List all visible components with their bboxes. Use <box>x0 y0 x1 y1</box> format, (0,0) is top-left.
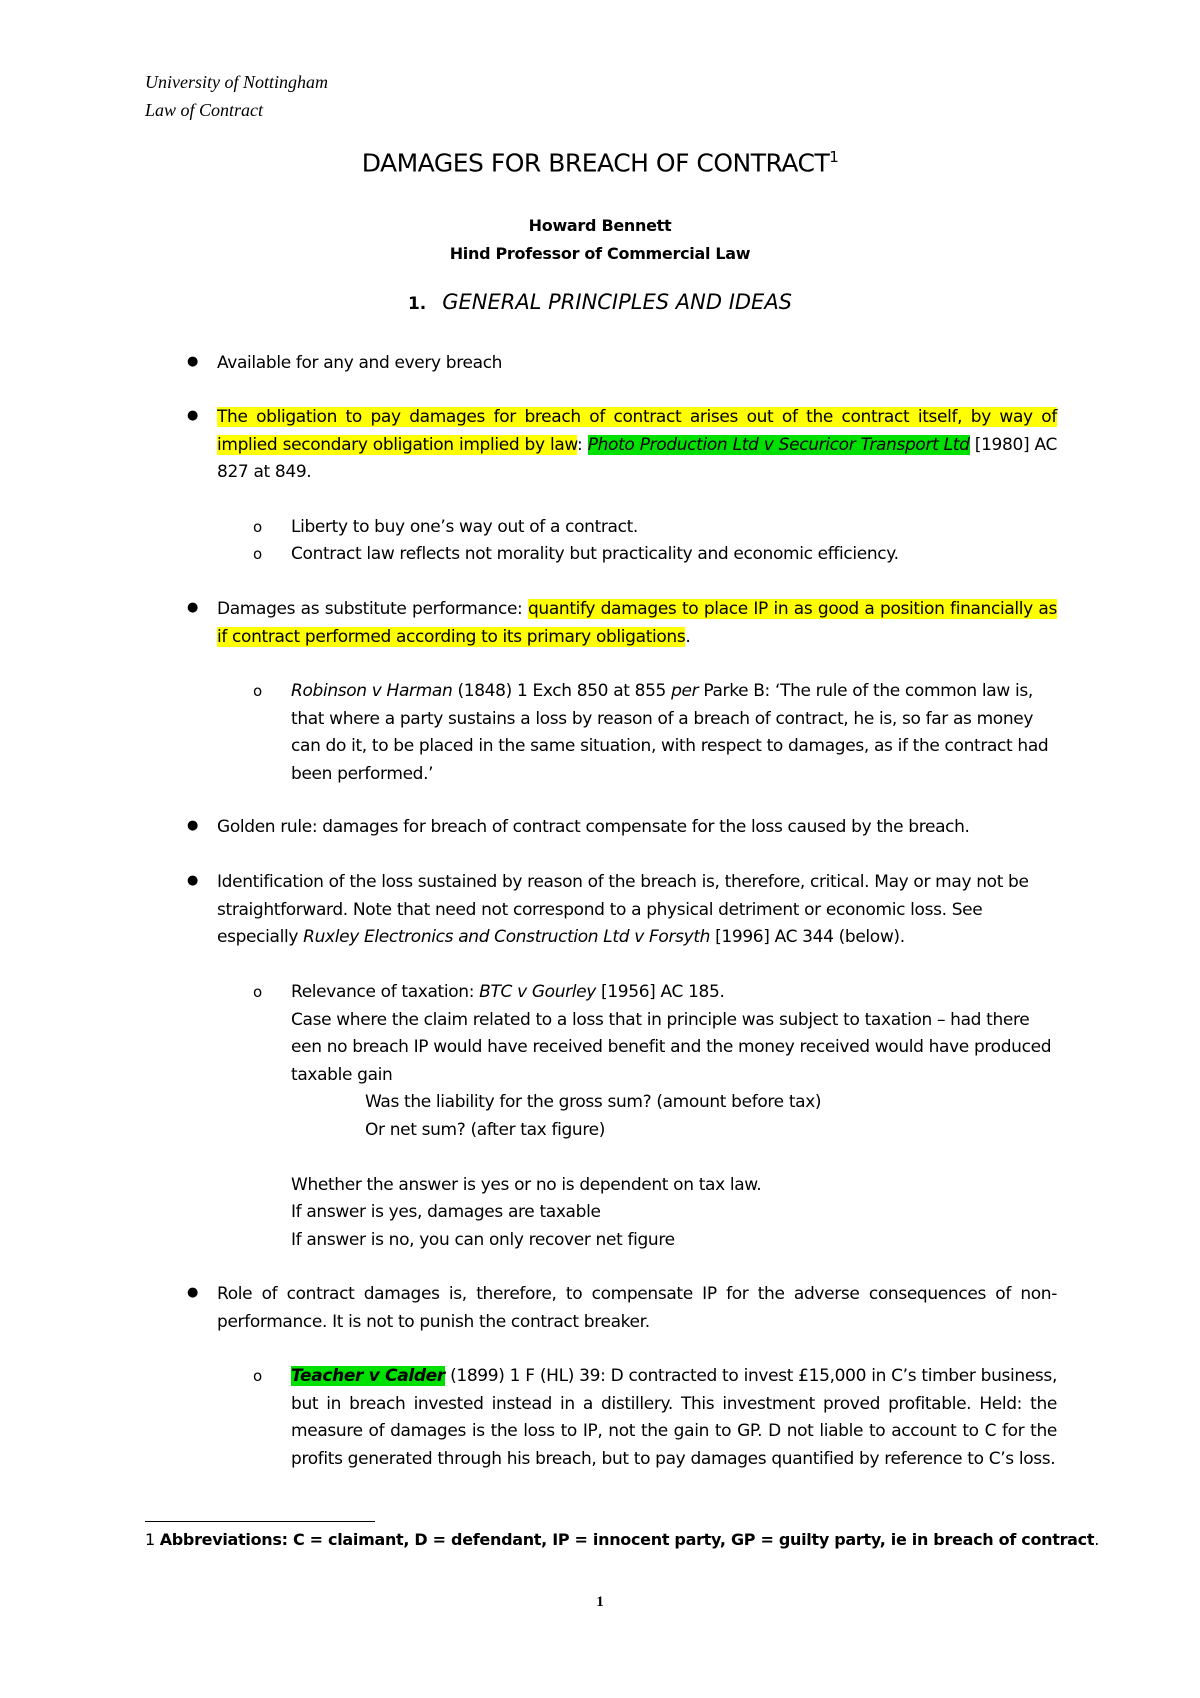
bullet-icon: ● <box>187 818 199 833</box>
author-name: Howard Bennett <box>528 216 672 235</box>
section-heading <box>0 290 1200 314</box>
header-institution: University of Nottingham <box>145 72 328 92</box>
sub-list-item: Teacher v Calder (1899) 1 F (HL) 39: D contracted to invest £15,000 in C’s timber business, but in breach invested instead in a distillery. This investment proved profitable. Held: the measure of damages is the loss to IP, not the gain to GP. D not liable to account to C for the profits generated through his breach, but to pay damages quantified by reference to C’s loss. <box>291 1366 1057 1469</box>
sub-list-item: Relevance of taxation: BTC v Gourley [1956] AC 185. Case where the claim related to a loss that in principle was subject to taxation – had there een no breach IP would have received benefit and the money received would have produced taxable gain Was the liability for the gross sum? (amount before tax) Or net sum? (after tax figure) Whether the answer is yes or no is dependent on tax law. If answer is yes, damages are taxable If answer is no, you can only recover net figure <box>291 982 1052 1250</box>
page-number: 1 <box>596 1594 604 1610</box>
case-name: Photo Production Ltd v Securicor Transport Ltd <box>587 434 970 455</box>
sub-bullet-icon: o <box>253 545 263 563</box>
sub-list-item: Contract law reflects not morality but practicality and economic efficiency. <box>291 544 899 564</box>
title-footnote-ref[interactable]: 1 <box>829 148 839 166</box>
bullet-icon: ● <box>187 354 199 369</box>
footnote-text: Abbreviations: C = claimant, D = defendant, IP = innocent party, GP = guilty party, ie in breach of contract <box>159 1530 1095 1549</box>
sub-bullet-icon: o <box>253 682 263 700</box>
list-item: Damages as substitute performance: quantify damages to place IP in as good a position financially as if contract performed according to its primary obligations. <box>217 599 1057 647</box>
highlighted-text: quantify damages to place IP in as good a position financially as if contract performed according to its primary obligations <box>217 599 1057 647</box>
document-title: DAMAGES FOR BREACH OF CONTRACT$^1$ <box>361 148 839 178</box>
sub-list-item: Robinson v Harman (1848) 1 Exch 850 at 855 per Parke B: ‘The rule of the common law is, that where a party sustains a loss by reason of a breach of contract, he is, so far as money can do it, to be placed in the same situation, with respect to damages, as if the contract had been performed.’ <box>291 681 1049 784</box>
list-item: Available for any and every breach <box>217 353 503 373</box>
author-position: Hind Professor of Commercial Law <box>449 244 751 263</box>
sub-bullet-icon: o <box>253 1367 263 1385</box>
footnote-number: 1 <box>145 1530 155 1549</box>
running-header <box>145 68 328 124</box>
bullet-icon: ● <box>187 1285 199 1300</box>
bullet-icon: ● <box>187 873 199 888</box>
footnote: 1 Abbreviations: C = claimant, D = defendant, IP = innocent party, GP = guilty party, ie in breach of contract. <box>145 1530 1099 1549</box>
header-course: Law of Contract <box>145 100 264 120</box>
bullet-icon: ● <box>187 600 199 615</box>
case-name: Robinson v Harman <box>291 681 453 701</box>
sub-bullet-icon: o <box>253 983 263 1001</box>
section-title: GENERAL PRINCIPLES AND IDEAS <box>442 290 793 314</box>
sub-list-item: Liberty to buy one’s way out of a contract. <box>291 517 638 537</box>
sub-bullet-icon: o <box>253 518 263 536</box>
case-name: Teacher v Calder <box>291 1366 445 1386</box>
list-item: Golden rule: damages for breach of contract compensate for the loss caused by the breach. <box>217 817 970 837</box>
list-item: Role of contract damages is, therefore, to compensate IP for the adverse consequences of non-performance. It is not to punish the contract breaker. <box>217 1284 1057 1332</box>
case-name: BTC v Gourley <box>479 982 596 1002</box>
list-item: Identification of the loss sustained by reason of the breach is, therefore, critical. May or may not be straightforward. Note that need not correspond to a physical detriment or economic loss. See especially Ruxley Electronics and Construction Ltd v Forsyth [1996] AC 344 (below). <box>217 872 1029 947</box>
highlighted-text: The obligation to pay damages for breach of contract arises out of the contract itself, by way of implied secondary obligation implied by law <box>217 407 1057 455</box>
bullet-icon: ● <box>187 408 199 423</box>
author-block <box>0 212 1200 268</box>
case-name: Ruxley Electronics and Construction Ltd v Forsyth <box>303 927 711 947</box>
list-item: The obligation to pay damages for breach of contract arises out of the contract itself, by way of implied secondary obligation implied by law: Photo Production Ltd v Securicor Transport Ltd [1980] AC 827 at 849. <box>217 407 1057 482</box>
section-number: 1. <box>407 294 427 314</box>
footnote-separator <box>145 1521 375 1522</box>
